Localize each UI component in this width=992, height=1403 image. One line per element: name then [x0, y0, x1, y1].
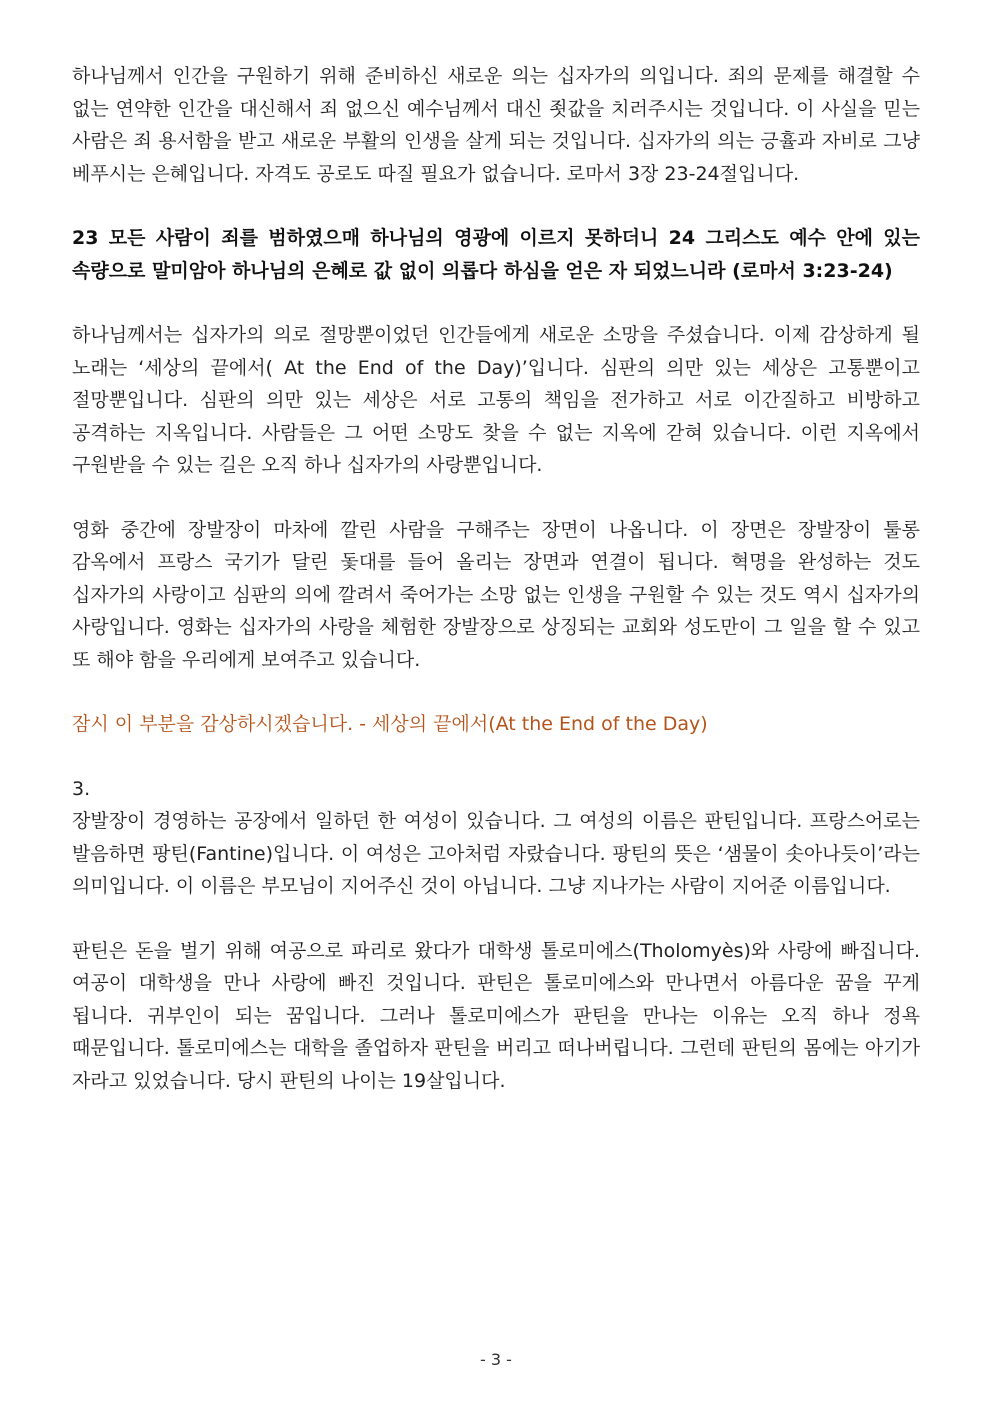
scripture-quote-romans: 23 모든 사람이 죄를 범하였으매 하나님의 영광에 이르지 못하더니 24 그리스도 예수 안에 있는 속량으로 말미암아 하나님의 은혜로 값 없이 의롭다 하심을 얻은 자 되었느니라 (로마서 3:23-24): [72, 227, 920, 282]
paragraph-new-hope: 하나님께서는 십자가의 의로 절망뿐이었던 인간들에게 새로운 소망을 주셨습니다. 이제 감상하게 될 노래는 ‘세상의 끝에서( At the End of the Day)’입니다. 심판의 의만 있는 세상은 고통뿐이고 절망뿐입니다. 심판의 의만 있는 세상은 서로 고통의 책임을 전가하고 서로 이간질하고 비방하고 공격하는 지옥입니다. 사람들은 그 어떤 소망도 찾을 수 없는 지옥에 갇혀 있습니다. 이런 지옥에서 구원받을 수 있는 길은 오직 하나 십자가의 사랑뿐입니다.: [72, 324, 920, 476]
page-number: - 3 -: [480, 1350, 512, 1369]
paragraph-fantine-story: 판틴은 돈을 벌기 위해 여공으로 파리로 왔다가 대학생 톨로미에스(Tholomyès)와 사랑에 빠집니다. 여공이 대학생을 만나 사랑에 빠진 것입니다. 판틴은 톨로미에스와 만나면서 아름다운 꿈을 꾸게 됩니다. 귀부인이 되는 꿈입니다. 그러나 톨로미에스가 판틴을 만나는 이유는 오직 하나 정욕 때문입니다. 톨로미에스는 대학을 졸업하자 판틴을 버리고 떠나버립니다. 그런데 판틴의 몸에는 아기가 자라고 있었습니다. 당시 판틴의 나이는 19살입니다.: [72, 939, 920, 1092]
paragraph-fantine-intro: 장발장이 경영하는 공장에서 일하던 한 여성이 있습니다. 그 여성의 이름은 판틴입니다. 프랑스어로는 발음하면 팡틴(Fantine)입니다. 이 여성은 고아처럼 자랐습니다. 팡틴의 뜻은 ‘샘물이 솟아나듯이’라는 의미입니다. 이 이름은 부모님이 지어주신 것이 아닙니다. 그냥 지나가는 사람이 지어준 이름입니다.: [72, 810, 920, 897]
highlight-song-note: 잠시 이 부분을 감상하시겠습니다. - 세상의 끝에서(At the End of the Day): [72, 713, 708, 735]
paragraph-righteousness-of-cross: 하나님께서 인간을 구원하기 위해 준비하신 새로운 의는 십자가의 의입니다. 죄의 문제를 해결할 수 없는 연약한 인간을 대신해서 죄 없으신 예수님께서 대신 죗값을 치러주시는 것입니다. 이 사실을 믿는 사람은 죄 용서함을 받고 새로운 부활의 인생을 살게 되는 것입니다. 십자가의 의는 긍휼과 자비로 그냥 베푸시는 은혜입니다. 자격도 공로도 따질 필요가 없습니다. 로마서 3장 23-24절입니다.: [72, 65, 920, 185]
section-number: 3.: [72, 777, 91, 800]
document-body: [72, 60, 920, 1129]
paragraph-movie-scene: 영화 중간에 장발장이 마차에 깔린 사람을 구해주는 장면이 나옵니다. 이 장면은 장발장이 툴롱 감옥에서 프랑스 국기가 달린 돛대를 들어 올리는 장면과 연결이 됩니다. 혁명을 완성하는 것도 십자가의 사랑이고 심판의 의에 깔려서 죽어가는 소망 없는 인생을 구원할 수 있는 것도 역시 십자가의 사랑입니다. 영화는 십자가의 사랑을 체험한 장발장으로 상징되는 교회와 성도만이 그 일을 할 수 있고 또 해야 함을 우리에게 보여주고 있습니다.: [72, 518, 920, 671]
